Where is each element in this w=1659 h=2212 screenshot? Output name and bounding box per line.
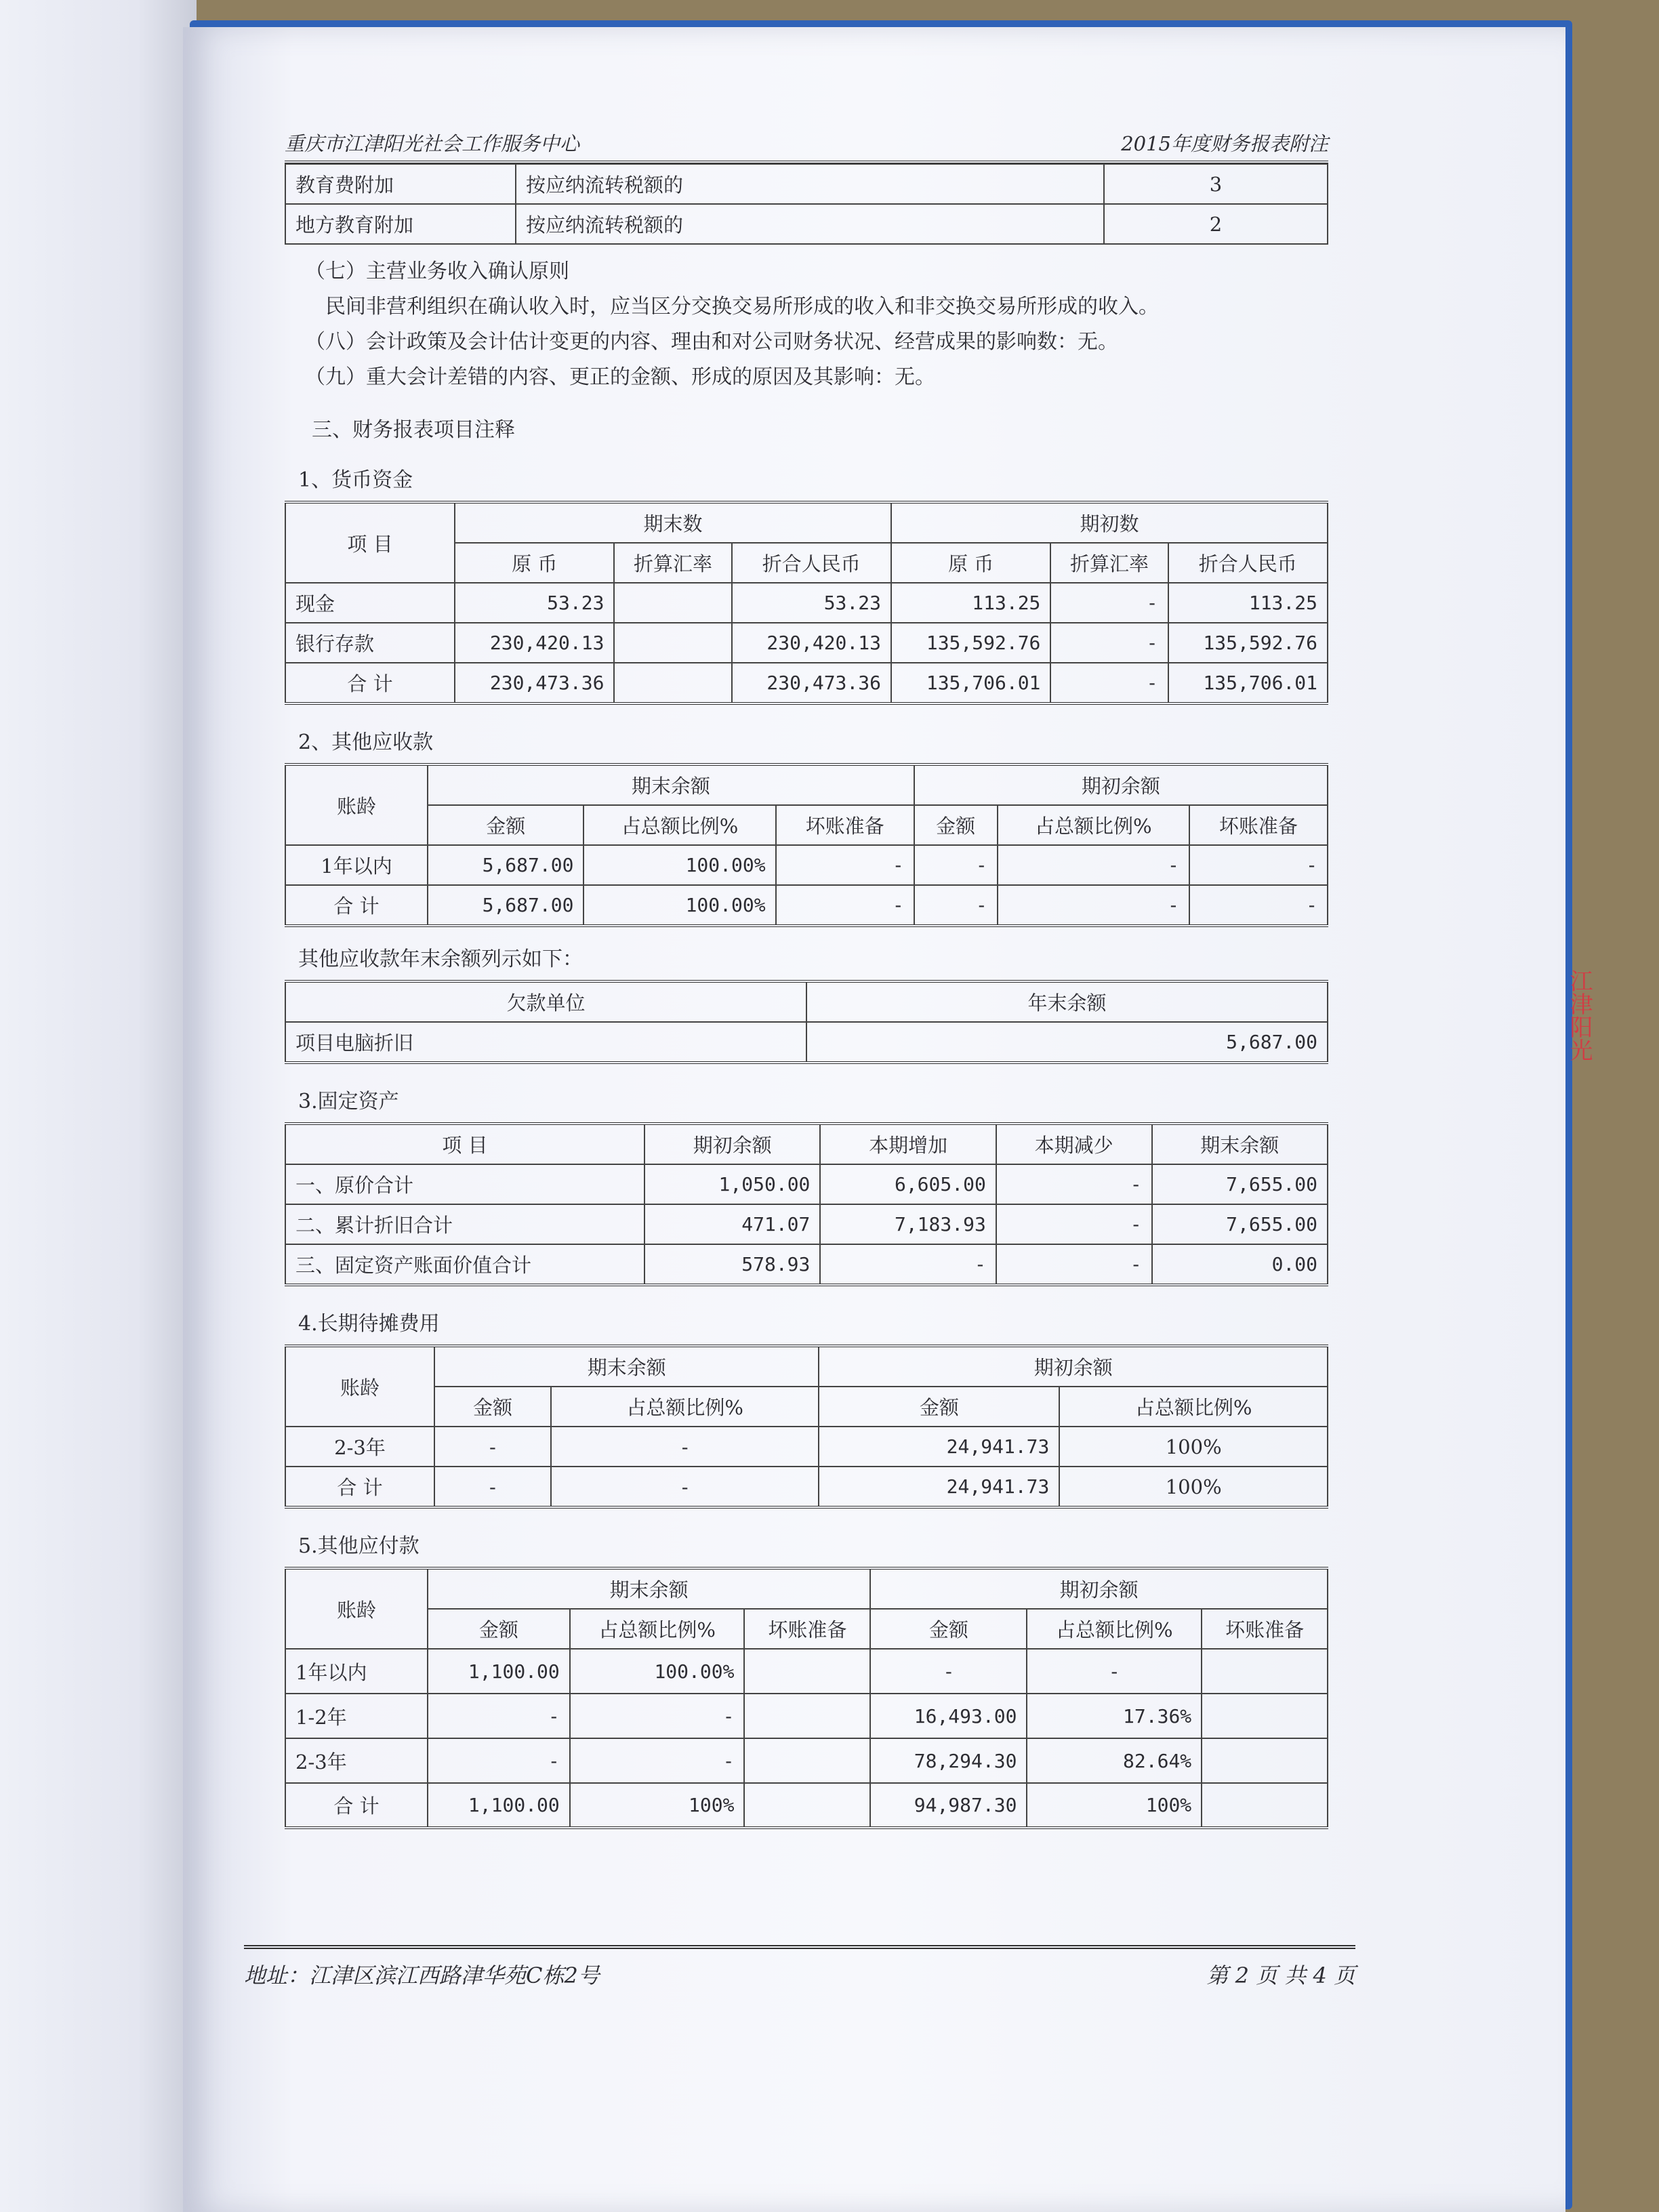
cell	[744, 1649, 870, 1694]
header-item: 项 目	[285, 502, 455, 583]
cell: 0.00	[1152, 1244, 1328, 1285]
cell: 100%	[570, 1783, 745, 1828]
header-amount: 金额	[428, 805, 583, 845]
row-label: 一、原价合计	[285, 1164, 644, 1204]
tax-table	[285, 163, 1328, 245]
header-add: 本期增加	[820, 1124, 996, 1164]
payable-table	[285, 1567, 1328, 1829]
header-amount: 金额	[870, 1609, 1027, 1649]
cell: -	[1189, 845, 1328, 885]
cell: -	[820, 1244, 996, 1285]
cell: 1,100.00	[428, 1649, 570, 1694]
table-row	[285, 623, 1328, 663]
header-ratio: 占总额比例%	[1027, 1609, 1202, 1649]
payable-caption: 5.其他应付款	[298, 1534, 419, 1558]
cell: 16,493.00	[870, 1694, 1027, 1738]
row-label: 项目电脑折旧	[285, 1022, 806, 1063]
cell	[1202, 1738, 1328, 1783]
cell: -	[1050, 623, 1168, 663]
row-label: 合 计	[285, 1783, 428, 1828]
cell	[744, 1738, 870, 1783]
cell	[614, 623, 731, 663]
cell: -	[998, 885, 1189, 926]
cell: 78,294.30	[870, 1738, 1027, 1783]
cell: 53.23	[455, 583, 614, 623]
cell: -	[1050, 663, 1168, 703]
cell: -	[428, 1738, 570, 1783]
cell: 230,473.36	[732, 663, 891, 703]
fixed-assets-table	[285, 1122, 1328, 1286]
table-row	[285, 885, 1328, 926]
cell: 100.00%	[570, 1649, 745, 1694]
header-age: 账龄	[285, 1568, 428, 1649]
report-title: 2015年度财务报表附注	[1121, 132, 1328, 155]
cell: 94,987.30	[870, 1783, 1027, 1828]
table-row	[285, 1467, 1328, 1507]
tax-rate: 3	[1104, 164, 1328, 204]
header-begin: 期初余额	[914, 764, 1328, 805]
table-header-row	[285, 764, 1328, 805]
page-number: 第 2 页 共 4 页	[1206, 1963, 1355, 1988]
row-label: 现金	[285, 583, 455, 623]
header-year-end: 年末余额	[806, 981, 1328, 1022]
header-end: 期末余额	[434, 1346, 819, 1387]
cell: -	[998, 845, 1189, 885]
row-label: 1-2年	[285, 1694, 428, 1738]
section-9: （九）重大会计差错的内容、更正的金额、形成的原因及其影响：无。	[305, 365, 935, 389]
header-bad-debt: 坏账准备	[744, 1609, 870, 1649]
cell: -	[870, 1649, 1027, 1694]
header-end: 期末余额	[428, 764, 914, 805]
table-header-row	[285, 1124, 1328, 1164]
table-header-row	[285, 1387, 1328, 1427]
table-header-row	[285, 1568, 1328, 1609]
cell: 5,687.00	[806, 1022, 1328, 1063]
header-bad-debt: 坏账准备	[1189, 805, 1328, 845]
table-row	[285, 1783, 1328, 1828]
table-header-row	[285, 502, 1328, 543]
header-bad-debt: 坏账准备	[1202, 1609, 1328, 1649]
header-ratio: 占总额比例%	[583, 805, 775, 845]
cell: 578.93	[644, 1244, 820, 1285]
table-row	[285, 1427, 1328, 1467]
table-header-row	[285, 805, 1328, 845]
cell: 7,655.00	[1152, 1164, 1328, 1204]
cell: -	[1189, 885, 1328, 926]
cell	[1202, 1694, 1328, 1738]
cash-caption: 1、货币资金	[298, 468, 413, 492]
tax-name: 教育费附加	[285, 164, 516, 204]
cell	[744, 1783, 870, 1828]
header-ratio: 占总额比例%	[570, 1609, 745, 1649]
cell: -	[428, 1694, 570, 1738]
cell	[614, 583, 731, 623]
header-amount: 金额	[428, 1609, 570, 1649]
header-begin: 期初余额	[819, 1346, 1328, 1387]
row-label: 2-3年	[285, 1427, 434, 1467]
header-begin: 期初余额	[644, 1124, 820, 1164]
prepaid-caption: 4.长期待摊费用	[298, 1312, 440, 1336]
cell: 100%	[1027, 1783, 1202, 1828]
cell	[614, 663, 731, 703]
header-sub: 本期减少	[996, 1124, 1152, 1164]
cell	[1202, 1783, 1328, 1828]
table-row	[285, 1244, 1328, 1285]
cell: -	[914, 845, 998, 885]
tax-name: 地方教育附加	[285, 204, 516, 244]
table-row	[285, 1738, 1328, 1783]
header-begin: 期初余额	[870, 1568, 1328, 1609]
tax-basis: 按应纳流转税额的	[516, 204, 1104, 244]
cell: 135,706.01	[891, 663, 1050, 703]
cell: 100.00%	[583, 845, 775, 885]
cell: -	[996, 1164, 1152, 1204]
row-label: 合 计	[285, 885, 428, 926]
cell: -	[551, 1467, 819, 1507]
header-ratio: 占总额比例%	[998, 805, 1189, 845]
header-bad-debt: 坏账准备	[776, 805, 914, 845]
left-page-edge	[0, 0, 197, 2212]
cell: 230,473.36	[455, 663, 614, 703]
table-row	[285, 845, 1328, 885]
tax-basis: 按应纳流转税额的	[516, 164, 1104, 204]
cell: -	[996, 1244, 1152, 1285]
table-row	[285, 663, 1328, 703]
receivable-table	[285, 763, 1328, 927]
receivable-list-table	[285, 980, 1328, 1064]
header-orig: 原 币	[455, 543, 614, 583]
receivable-list-caption: 其他应收款年末余额列示如下：	[298, 947, 583, 971]
cell: -	[996, 1204, 1152, 1244]
table-row	[285, 1694, 1328, 1738]
fixed-caption: 3.固定资产	[298, 1090, 399, 1113]
cell: -	[914, 885, 998, 926]
header-amount: 金额	[819, 1387, 1059, 1427]
table-row	[285, 1164, 1328, 1204]
table-row	[285, 1649, 1328, 1694]
footer-address: 地址：江津区滨江西路津华苑C栋2号	[244, 1963, 600, 1988]
header-ratio: 占总额比例%	[551, 1387, 819, 1427]
header-age: 账龄	[285, 764, 428, 845]
cell: 100%	[1059, 1467, 1328, 1507]
header-item: 项 目	[285, 1124, 644, 1164]
cell: -	[1050, 583, 1168, 623]
prepaid-table	[285, 1345, 1328, 1509]
header-rmb: 折合人民币	[1168, 543, 1328, 583]
cell: 24,941.73	[819, 1467, 1059, 1507]
cell: 100%	[1059, 1427, 1328, 1467]
header-orig: 原 币	[891, 543, 1050, 583]
row-label: 二、累计折旧合计	[285, 1204, 644, 1244]
header-amount: 金额	[914, 805, 998, 845]
cell: -	[570, 1694, 745, 1738]
page-content	[285, 129, 1328, 1829]
cell: 5,687.00	[428, 885, 583, 926]
cell	[744, 1694, 870, 1738]
row-label: 合 计	[285, 1467, 434, 1507]
cell: 17.36%	[1027, 1694, 1202, 1738]
cell: 24,941.73	[819, 1427, 1059, 1467]
table-header-row	[285, 1346, 1328, 1387]
cash-table	[285, 501, 1328, 705]
cell: 6,605.00	[820, 1164, 996, 1204]
cell: 5,687.00	[428, 845, 583, 885]
table-row	[285, 204, 1328, 244]
cell: -	[776, 845, 914, 885]
cell: 230,420.13	[732, 623, 891, 663]
cell: 1,100.00	[428, 1783, 570, 1828]
cell: 113.25	[1168, 583, 1328, 623]
header-end: 期末余额	[428, 1568, 870, 1609]
header-end: 期末余额	[1152, 1124, 1328, 1164]
table-row	[285, 1022, 1328, 1063]
header-amount: 金额	[434, 1387, 551, 1427]
cell: -	[434, 1427, 551, 1467]
cell: 1,050.00	[644, 1164, 820, 1204]
header-rate: 折算汇率	[1050, 543, 1168, 583]
header-unit: 欠款单位	[285, 981, 806, 1022]
cell: 135,592.76	[891, 623, 1050, 663]
cell: 82.64%	[1027, 1738, 1202, 1783]
cell: 471.07	[644, 1204, 820, 1244]
cell: 7,183.93	[820, 1204, 996, 1244]
header-ratio: 占总额比例%	[1059, 1387, 1328, 1427]
table-header-row	[285, 1609, 1328, 1649]
table-row	[285, 583, 1328, 623]
section-3-title: 三、财务报表项目注释	[312, 418, 515, 442]
header-age: 账龄	[285, 1346, 434, 1427]
section-8: （八）会计政策及会计估计变更的内容、理由和对公司财务状况、经营成果的影响数：无。	[305, 330, 1118, 354]
red-seal-stamp: 江津阳光	[1565, 969, 1593, 1061]
receivable-caption: 2、其他应收款	[298, 731, 434, 754]
row-label: 1年以内	[285, 845, 428, 885]
row-label: 三、固定资产账面价值合计	[285, 1244, 644, 1285]
cell: -	[434, 1467, 551, 1507]
row-label: 合 计	[285, 663, 455, 703]
cell: 7,655.00	[1152, 1204, 1328, 1244]
org-name: 重庆市江津阳光社会工作服务中心	[285, 132, 580, 155]
cell: 135,706.01	[1168, 663, 1328, 703]
table-header-row	[285, 981, 1328, 1022]
row-label: 1年以内	[285, 1649, 428, 1694]
cell: 100.00%	[583, 885, 775, 926]
cell: 230,420.13	[455, 623, 614, 663]
table-row	[285, 1204, 1328, 1244]
cell: 113.25	[891, 583, 1050, 623]
cell	[1202, 1649, 1328, 1694]
header-begin: 期初数	[891, 502, 1328, 543]
cell: -	[570, 1738, 745, 1783]
header-rmb: 折合人民币	[732, 543, 891, 583]
page-header	[285, 129, 1328, 163]
section-7-body: 民间非营利组织在确认收入时，应当区分交换交易所形成的收入和非交换交易所形成的收入。	[325, 295, 1159, 319]
cell: 135,592.76	[1168, 623, 1328, 663]
header-end: 期末数	[455, 502, 891, 543]
cell: 53.23	[732, 583, 891, 623]
header-rate: 折算汇率	[614, 543, 731, 583]
section-7-title: （七）主营业务收入确认原则	[305, 260, 569, 283]
row-label: 2-3年	[285, 1738, 428, 1783]
tax-rate: 2	[1104, 204, 1328, 244]
row-label: 银行存款	[285, 623, 455, 663]
table-row	[285, 164, 1328, 204]
cell: -	[776, 885, 914, 926]
cell: -	[1027, 1649, 1202, 1694]
page-footer	[244, 1945, 1355, 1990]
cell: -	[551, 1427, 819, 1467]
